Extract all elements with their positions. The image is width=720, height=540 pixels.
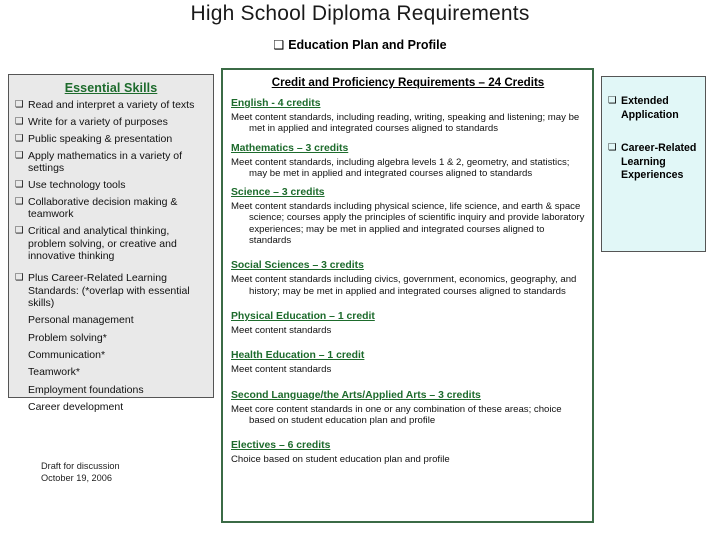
list-item: Employment foundations	[28, 383, 144, 396]
list-item: Communication*	[28, 349, 106, 361]
requirement-body: Meet core content standards in one or any combination of these areas; choice based on student education plan and profile	[231, 403, 562, 426]
career-related-learning-standards-block	[15, 272, 207, 413]
checkbox-icon: ❑	[15, 272, 24, 284]
requirement-title: Mathematics – 3 credits	[231, 142, 349, 154]
checkbox-icon: ❑	[15, 132, 24, 144]
requirement-block-health-education	[231, 350, 585, 375]
list-item	[15, 150, 207, 175]
requirement-block-social-sciences	[231, 260, 585, 297]
list-item-label: Plus Career-Related Learning Standards: (*overlap with essential skills)	[28, 272, 190, 310]
requirement-body: Meet content standards, including reading, writing, speaking and listening; may be met in applied and integrated courses aligned to standards	[231, 112, 580, 135]
credit-requirements-heading: Credit and Proficiency Requirements – 24 Credits	[271, 76, 545, 89]
requirement-body: Choice based on student education plan and profile	[231, 454, 450, 466]
list-item	[608, 95, 699, 122]
list-item: Personal management	[28, 314, 134, 327]
list-item	[15, 99, 207, 111]
list-item	[15, 179, 207, 191]
footer-line-1: Draft for discussion	[41, 461, 120, 471]
requirement-title: Physical Education – 1 credit	[231, 310, 375, 322]
list-item: Problem solving*	[28, 331, 107, 344]
list-item-label: Career-Related Learning Experiences	[621, 142, 697, 182]
list-item-label: Public speaking & presentation	[28, 132, 173, 145]
list-item-label: Apply mathematics in a variety of settings	[28, 149, 183, 175]
requirement-body: Meet content standards	[231, 324, 332, 336]
requirement-body: Meet content standards including physical science, life science, and earth & space science; courses apply the principles of scientific inquiry and provide laboratory experiences; may be met in applied and integrated courses aligned to standards	[231, 201, 585, 247]
list-item-label: Read and interpret a variety of texts	[28, 99, 195, 111]
essential-skills-heading: Essential Skills	[64, 81, 158, 95]
requirement-title: Electives – 6 credits	[231, 440, 331, 452]
essential-skills-panel	[8, 74, 214, 414]
checkbox-icon: ❑	[15, 195, 24, 207]
list-item	[608, 142, 699, 183]
requirement-title: Social Sciences – 3 credits	[231, 260, 364, 272]
requirement-block-science	[231, 187, 585, 246]
requirement-title: Second Language/the Arts/Applied Arts – 3 credits	[231, 389, 481, 401]
list-item: Career development	[28, 401, 124, 414]
requirement-block-electives	[231, 440, 585, 465]
checkbox-icon: ❑	[608, 95, 617, 106]
page-subtitle-label: Education Plan and Profile	[288, 38, 447, 52]
page-title: High School Diploma Requirements	[190, 2, 530, 25]
checkbox-icon: ❑	[15, 99, 24, 110]
requirement-block-english	[231, 98, 585, 135]
list-item	[15, 196, 207, 221]
list-item	[15, 116, 207, 128]
requirement-body: Meet content standards	[231, 364, 332, 376]
footer-note	[41, 461, 120, 484]
list-item	[15, 225, 207, 262]
requirement-body: Meet content standards including civics, government, economics, geography, and history; may be met in applied and integrated courses aligned to standards	[231, 274, 577, 297]
checkbox-icon: ❑	[273, 38, 285, 52]
list-item	[15, 133, 207, 145]
list-item-label: Write for a variety of purposes	[28, 115, 168, 128]
credit-requirements-panel	[221, 68, 594, 523]
requirement-title: Health Education – 1 credit	[231, 350, 365, 362]
footer-line-2: October 19, 2006	[41, 472, 112, 483]
requirement-title: Science – 3 credits	[231, 187, 325, 199]
checkbox-icon: ❑	[15, 115, 24, 127]
requirement-body: Meet content standards, including algebra levels 1 & 2, geometry, and statistics; may be met in applied and integrated courses aligned to standards	[231, 156, 570, 179]
list-item-label: Critical and analytical thinking, problem solving, or creative and innovative thinking	[28, 225, 177, 263]
requirement-block-physical-education	[231, 311, 585, 336]
checkbox-icon: ❑	[15, 179, 24, 191]
checkbox-icon: ❑	[608, 142, 617, 154]
list-item-label: Collaborative decision making & teamwork	[28, 195, 178, 221]
requirement-title: English - 4 credits	[231, 98, 321, 109]
list-item: Teamwork*	[28, 366, 80, 379]
page-subtitle	[0, 38, 720, 52]
list-item-label: Extended Application	[621, 95, 679, 121]
checkbox-icon: ❑	[15, 225, 24, 237]
checkbox-icon: ❑	[15, 149, 24, 161]
list-item-label: Use technology tools	[28, 179, 126, 192]
extended-application-panel	[601, 76, 706, 252]
requirement-block-second-language-arts	[231, 390, 585, 427]
requirement-block-mathematics	[231, 143, 585, 180]
list-item	[15, 272, 207, 309]
